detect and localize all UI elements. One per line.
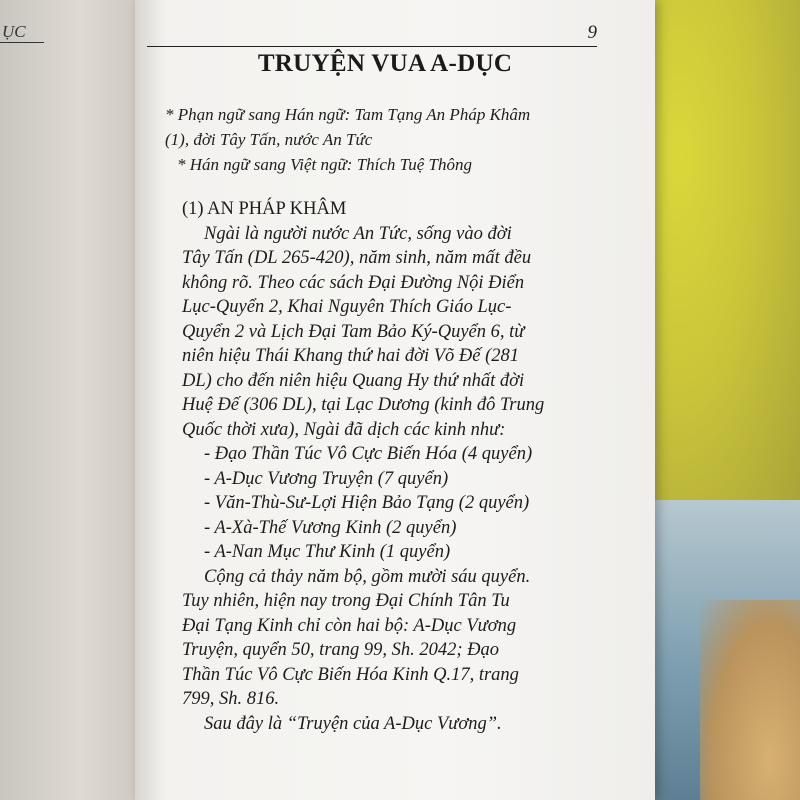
body-line: Huệ Đế (306 DL), tại Lạc Dương (kinh đô Trung [182,395,545,415]
note-heading: (1) AN PHÁP KHÂM [182,199,347,219]
body-line: Tây Tấn (DL 265-420), năm sinh, năm mất đều [182,248,532,268]
book-page [135,0,655,800]
body-line: Đại Tạng Kinh chỉ còn hai bộ: A-Dục Vương [182,615,517,636]
page-title: TRUYỆN VUA A-DỤC [257,50,513,77]
body-line: không rõ. Theo các sách Đại Đường Nội Điển [182,272,525,293]
credit-line: * Phạn ngữ sang Hán ngữ: Tam Tạng An Pháp Khâm [165,105,531,124]
body-line: Sau đây là “Truyện của A-Dục Vương”. [204,713,502,734]
body-line: Ngài là người nước An Tức, sống vào đời [204,223,512,244]
page-number: 9 [587,22,597,43]
left-page-header: ỤC [0,22,44,43]
credit-line: (1), đời Tây Tấn, nước An Tức [165,130,373,149]
body-line: Cộng cả thảy năm bộ, gồm mười sáu quyển. [204,566,531,587]
body-line: Quốc thời xưa), Ngài đã dịch các kinh như: [182,419,506,440]
body-line: Truyện, quyển 50, trang 99, Sh. 2042; Đạo [182,640,500,660]
body-line: DL) cho đến niên hiệu Quang Hy thứ nhất đời [182,370,525,391]
background-tan-patch [700,600,800,800]
list-item: - A-Nan Mục Thư Kinh (1 quyển) [204,542,451,562]
list-item: - Đạo Thần Túc Vô Cực Biến Hóa (4 quyển) [204,444,533,464]
running-head [147,20,597,47]
credit-line: * Hán ngữ sang Việt ngữ: Thích Tuệ Thông [177,155,472,174]
footnote-body [182,197,612,736]
body-line: 799, Sh. 816. [182,689,280,709]
list-item: - A-Dục Vương Truyện (7 quyển) [204,468,449,489]
body-line: Thần Túc Vô Cực Biến Hóa Kinh Q.17, trang [182,664,519,685]
body-line: niên hiệu Thái Khang thứ hai đời Võ Đế (281 [182,346,520,366]
translation-credits [165,102,635,177]
body-line: Tuy nhiên, hiện nay trong Đại Chính Tân Tu [182,591,510,611]
body-line: Lục-Quyển 2, Khai Nguyên Thích Giáo Lục- [182,297,512,317]
body-line: Quyển 2 và Lịch Đại Tam Bảo Ký-Quyển 6, từ [182,321,525,342]
list-item: - A-Xà-Thế Vương Kinh (2 quyển) [204,517,457,538]
left-page-edge [0,0,135,800]
list-item: - Văn-Thù-Sư-Lợi Hiện Bảo Tạng (2 quyển) [204,493,530,513]
